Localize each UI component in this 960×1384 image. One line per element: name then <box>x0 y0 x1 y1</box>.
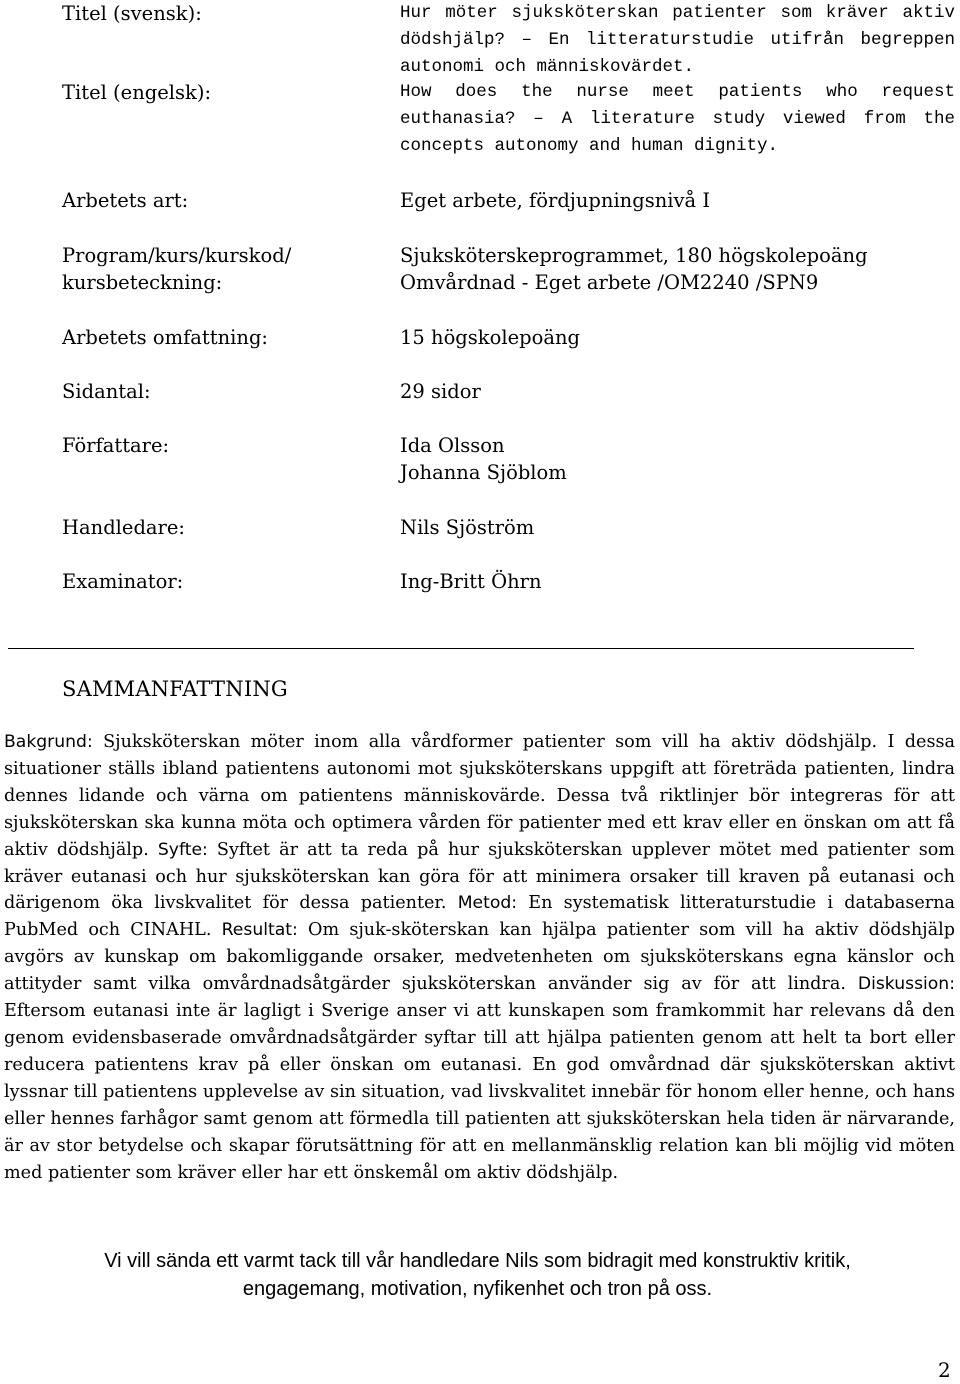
program-line2: Omvårdnad - Eget arbete /OM2240 /SPN9 <box>400 271 819 294</box>
pages-label: Sidantal: <box>62 380 151 403</box>
title-en: How does the nurse meet patients who request euthanasia? – A literature study viewed from the concepts autonomy and human dignity. <box>400 82 955 156</box>
scope: 15 högskolepoäng <box>400 326 581 349</box>
divider-line <box>8 648 914 649</box>
work-type-label: Arbetets art: <box>62 189 189 212</box>
program-line1: Sjuksköterskeprogrammet, 180 högskolepoäng <box>400 244 868 267</box>
page-number: 2 <box>938 1358 951 1382</box>
authors-label: Författare: <box>62 434 170 457</box>
authors <box>400 432 567 486</box>
aim-text: Syftet är att ta reda på hur sjuksköterskan upplever mötet med patienter som kräver eutanasi och hur sjuksköterskan kan göra för att minimera orsaker till kraven på eutanasi och därigenom öka livskvalitet för dessa patienter. <box>4 839 955 914</box>
aim-label: Syfte: <box>157 839 208 860</box>
title-sv: Hur möter sjuksköterskan patienter som kräver aktiv dödshjälp? – En litteraturstudie utifrån begreppen autonomi och människovärdet. <box>400 3 955 77</box>
title-en-label: Titel (engelsk): <box>62 81 212 104</box>
supervisor: Nils Sjöström <box>400 516 535 539</box>
discussion-text: Eftersom eutanasi inte är lagligt i Sverige anser vi att kunskapen som framkommit har relevans då den genom evidensbaserade omvårdnadsåtgärder syftar till att hjälpa patienten genom att helt ta bort eller reducera patientens krav på eller önskan om eutanasi. En god omvårdnad där sjuksköterskan aktivt lyssnar till patientens upplevelse av sin situation, vad livskvalitet innebär för honom eller henne, och hans eller hennes farhågor samt genom att förmedla till patienten att sjuksköterskan hela tiden är närvarande, är av stor betydelse och skapar förutsättning för att en mellanmänsklig relation kan bli möjlig vid möten med patienter som kräver eller har ett önskemål om aktiv dödshjälp. <box>4 1001 955 1183</box>
author-name: Johanna Sjöblom <box>400 461 567 484</box>
scope-label: Arbetets omfattning: <box>62 326 268 349</box>
author-name: Ida Olsson <box>400 434 505 457</box>
program-value <box>400 242 868 296</box>
acknowledgement: Vi vill sända ett varmt tack till vår handledare Nils som bidragit med konstruktiv kritik, engagemang, motivation, nyfikenhet och tron på oss. <box>104 1250 851 1300</box>
work-type: Eget arbete, fördjupningsnivå I <box>400 189 711 212</box>
method-text: En systematisk litteraturstudie i databaserna PubMed och CINAHL. <box>4 893 955 941</box>
background-text: Sjuksköterskan möter inom alla vårdformer patienter som vill ha aktiv dödshjälp. I dessa situationer ställs ibland patientens autonomi mot sjuksköterskans uppgift att företräda patienten, lindra dennes lidande och värna om patientens människovärde. Dessa två riktlinjer bör integreras för att sjuksköterskan ska kunna möta och optimera vården för patienter med ett krav eller en önskan om att få aktiv dödshjälp. <box>4 732 955 860</box>
results-text: Om sjuk-sköterskan kan hjälpa patienter som vill ha aktiv dödshjälp avgörs av kunskap om bakomliggande orsaker, medvetenheten om sjuksköterskans egna känslor och attityder samt vilka omvårdnadsåtgärder sjuksköterskan använder sig av för att lindra. <box>4 920 955 995</box>
examiner: Ing-Britt Öhrn <box>400 570 542 593</box>
pages: 29 sidor <box>400 380 481 403</box>
method-label: Metod: <box>457 893 518 914</box>
discussion-label: Diskussion: <box>857 974 955 995</box>
supervisor-label: Handledare: <box>62 516 185 539</box>
summary-body <box>4 729 955 1186</box>
title-sv-label: Titel (svensk): <box>62 2 202 25</box>
examiner-label: Examinator: <box>62 570 184 593</box>
background-label: Bakgrund: <box>4 732 93 752</box>
program-label-line1: Program/kurs/kurskod/ <box>62 244 292 267</box>
summary-heading: SAMMANFATTNING <box>62 677 288 701</box>
results-label: Resultat: <box>221 920 298 941</box>
program-label-line2: kursbeteckning: <box>62 271 223 294</box>
program-label <box>62 242 291 296</box>
